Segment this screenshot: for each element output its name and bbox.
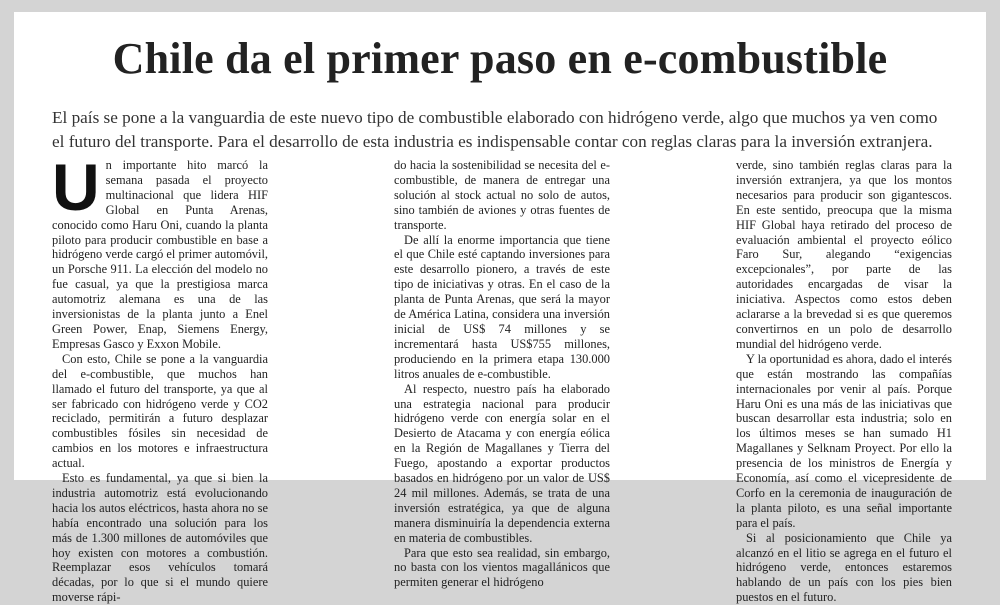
paragraph: De allí la enorme importancia que tiene el que Chile esté captando inversiones para este desarrollo pionero, a través de este tipo de iniciativas y otras. En el caso de la planta de Punta Arenas, que será la mayor de América Latina, considera una inversión inicial de US$ 74 millones y se incrementará hasta US$755 millones, produciendo en la primera etapa 130.000 litros anuales de e-combustible.: [394, 232, 610, 381]
paragraph: do hacia la sostenibilidad se necesita del e-combustible, de manera de entregar una solución al stock actual no solo de autos, sino también de aviones y otras fuentes de transporte.: [394, 158, 610, 232]
column-1: [52, 150, 268, 605]
column-3: [736, 158, 952, 605]
lede: El país se pone a la vanguardia de este nuevo tipo de combustible elaborado con hidrógeno verde, algo que muchos ya ven como el futuro del transporte. Para el desarrollo de esta industria es indispensable contar con reglas claras para la inversión extranjera.: [52, 108, 938, 151]
paragraph: Un importante hito marcó la semana pasada el proyecto multinacional que lidera HIF Global en Punta Arenas, conocido como Haru Oni, cuando la planta piloto para producir combustible en base a hidrógeno verde cargó el primer automóvil, un Porsche 911. La elección del modelo no fue casual, ya que la prestigiosa marca automotriz alemana es una de las inversionistas de la planta junto a Enel Green Power, Enap, Siemens Energy, Empresas Gasco y Exxon Mobile.: [52, 150, 268, 351]
paragraph: Con esto, Chile se pone a la vanguardia del e-combustible, que muchos han llamado el futuro del transporte, ya que al ser fabricado con hidrógeno verde y CO2 reciclado, permitirán a futuro desplazar combustibles fósiles sin necesidad de cambios en los motores e infraestructura actual.: [52, 351, 268, 471]
newspaper-clipping: [14, 12, 986, 605]
paragraph: Para que esto sea realidad, sin embargo, no basta con los vientos magallánicos que permiten generar el hidrógeno: [394, 545, 610, 590]
article-body: [52, 150, 952, 605]
paragraph: Esto es fundamental, ya que si bien la industria automotriz está evolucionando hacia los autos eléctricos, hasta ahora no se había encontrado una solución para los más de 1.300 millones de automóviles que hoy existen con motores a combustión. Reemplazar esos vehículos tomará décadas, por lo que si el mundo quiere moverse rápi-: [52, 471, 268, 605]
paragraph: Y la oportunidad es ahora, dado el interés que están mostrando las compañías internacionales por venir al país. Porque Haru Oni es una más de las iniciativas que buscan desarrollar esta industria; solo en los últimos meses se han sumado H1 Magallanes y Selknam Proyect. Por ello la presencia de los ministros de Energía y Economía, así como el vicepresidente de Corfo en la ceremonia de inauguración de la planta piloto, es una señal importante para el país.: [736, 351, 952, 530]
paragraph: verde, sino también reglas claras para la inversión extranjera, ya que los montos necesarios para producir son gigantescos. En este sentido, preocupa que la misma HIF Global haya retirado del proceso de evaluación ambiental el proyecto eólico Faro Sur, alegando “exigencias excepcionales”, por parte de las autoridades encargadas de visar la iniciativa. Aspectos como estos deben aclararse a la brevedad si es que queremos convertirnos en un polo de desarrollo mundial del hidrógeno verde.: [736, 158, 952, 351]
paragraph: Al respecto, nuestro país ha elaborado una estrategia nacional para producir hidrógeno verde con energía solar en el Desierto de Atacama y con energía eólica en la Región de Magallanes y Tierra del Fuego, apostando a exportar productos basados en hidrógeno por un valor de US$ 24 mil millones. Además, se trata de una inversión estratégica, ya que de alguna manera disminuiría la dependencia externa en materia de combustibles.: [394, 381, 610, 545]
headline: Chile da el primer paso en e-combustible: [112, 34, 888, 83]
paragraph: Si al posicionamiento que Chile ya alcanzó en el litio se agrega en el futuro el hidrógeno verde, entonces estaremos hablando de un país con los pies bien puestos en el futuro.: [736, 530, 952, 605]
column-2: [394, 158, 610, 590]
drop-cap: U: [52, 150, 100, 224]
